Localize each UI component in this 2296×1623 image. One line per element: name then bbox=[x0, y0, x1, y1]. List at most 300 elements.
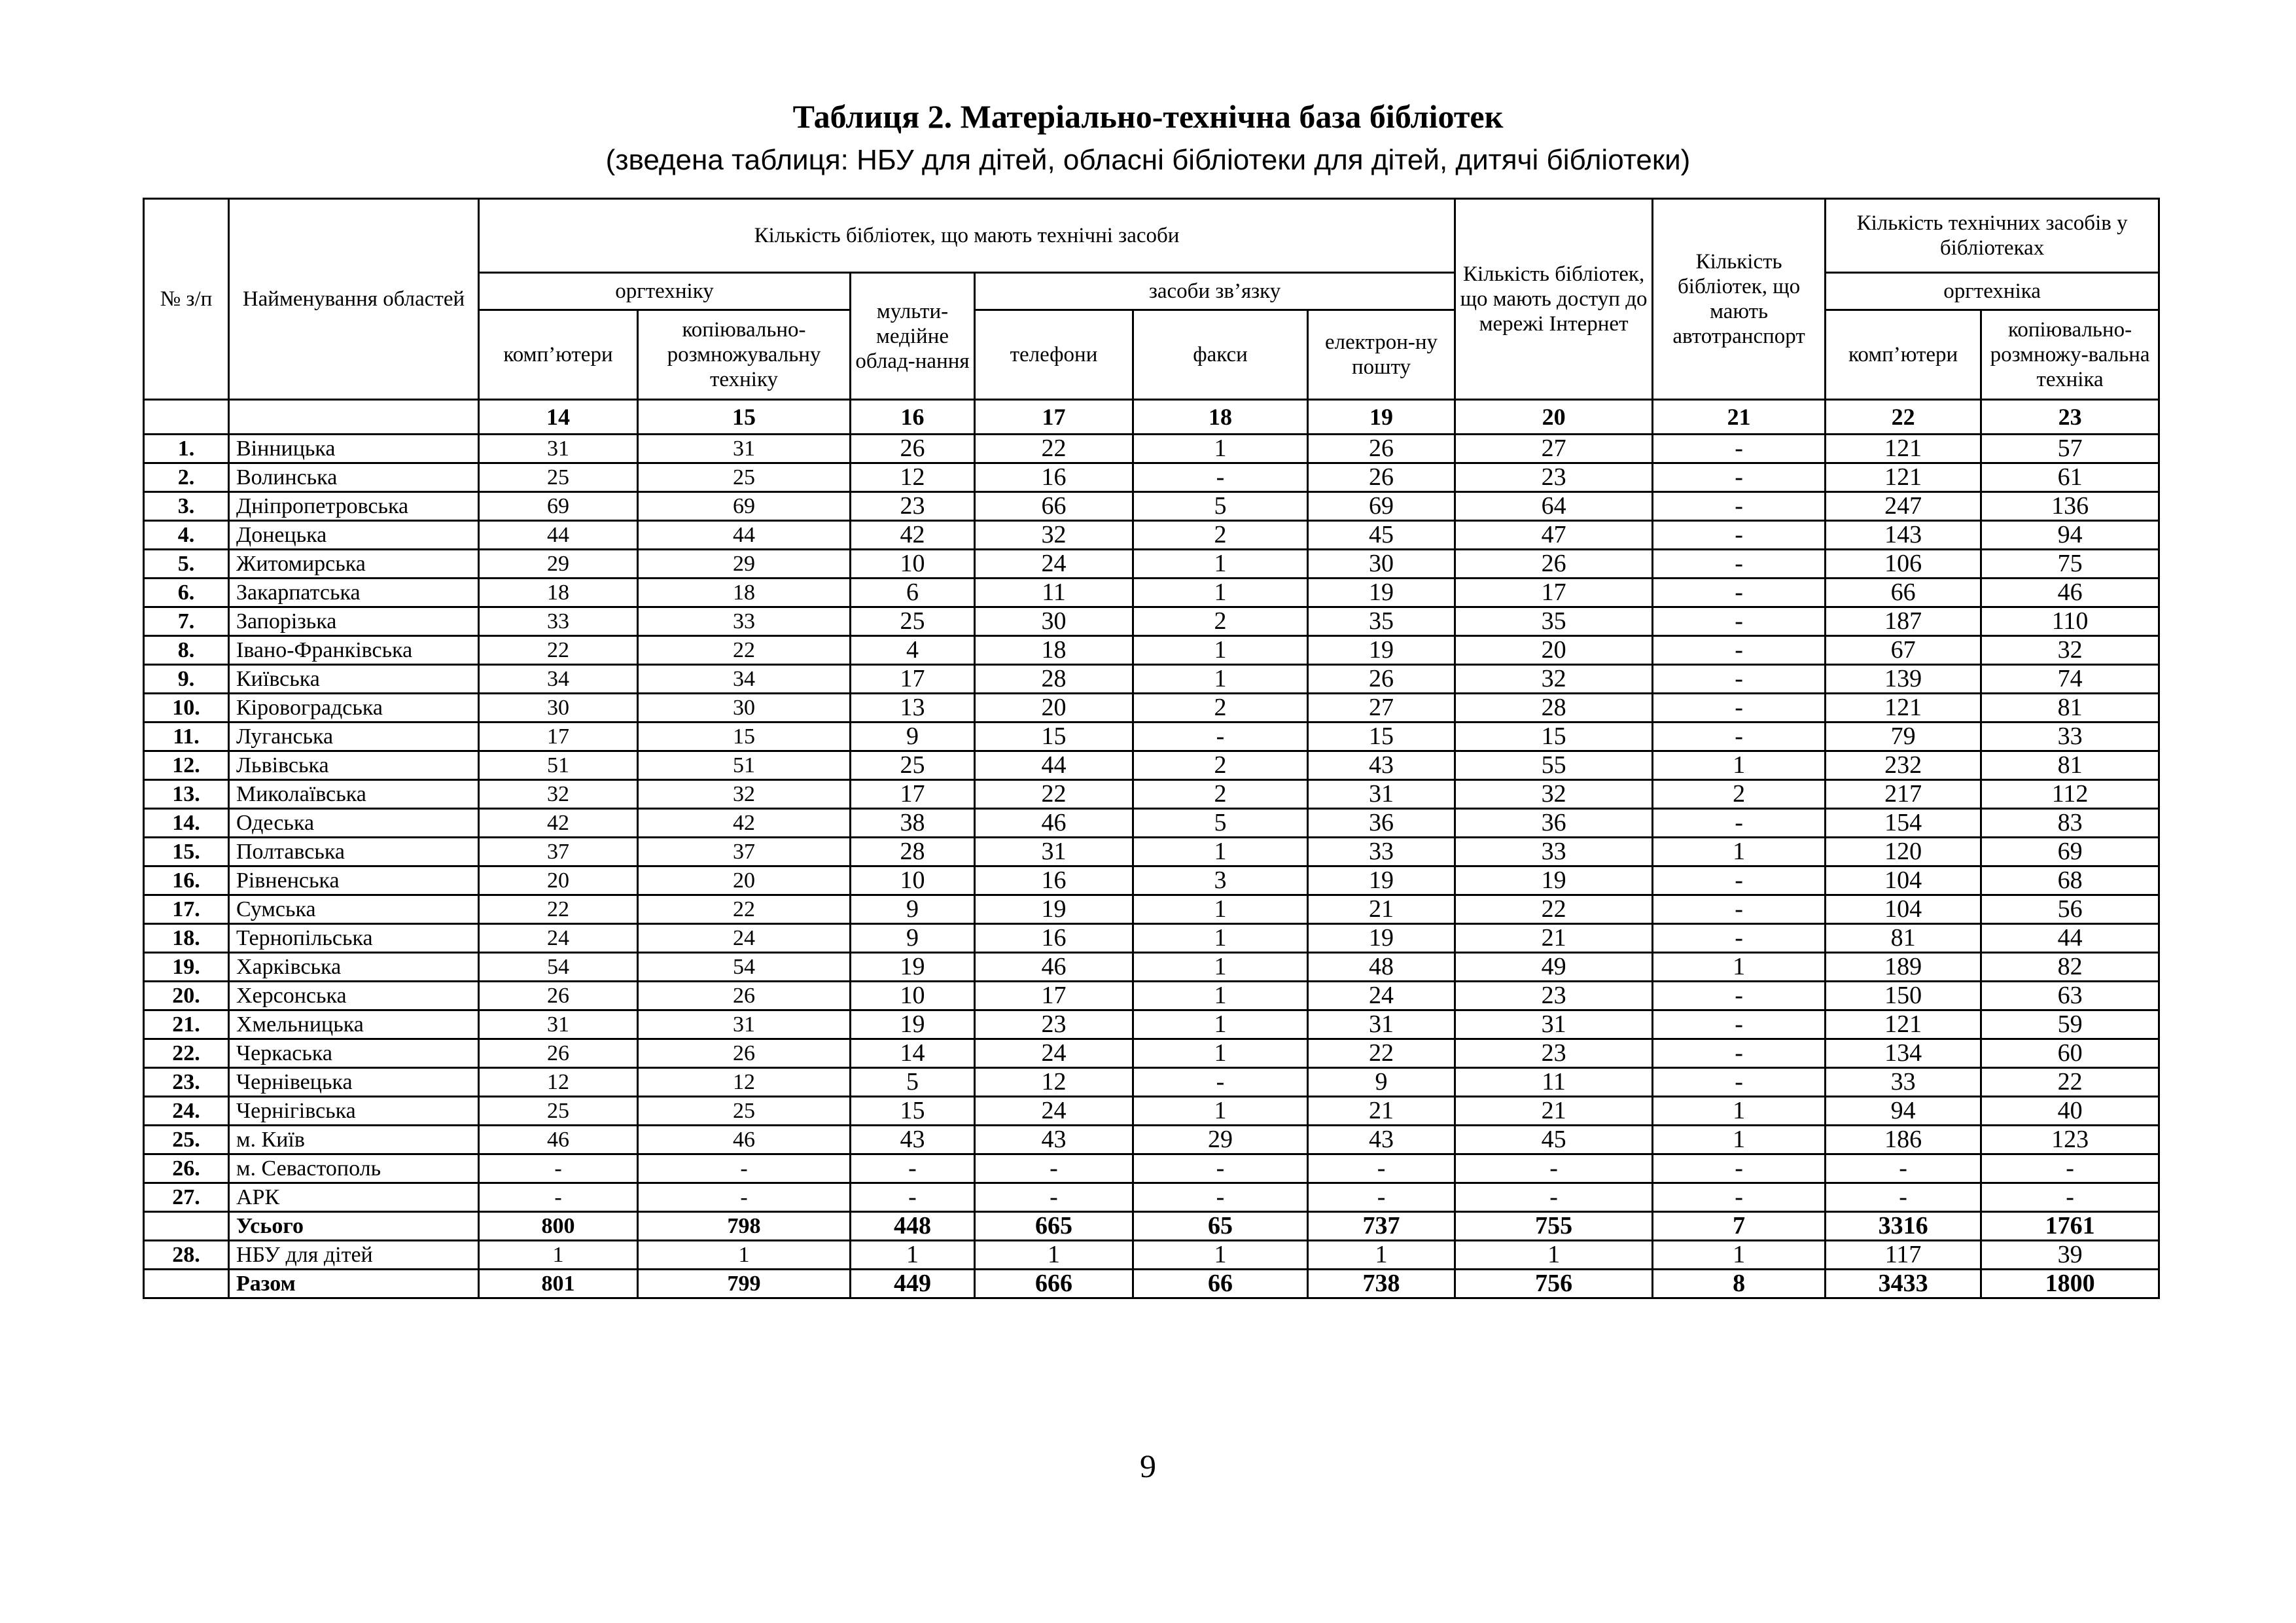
table-cell: 801 bbox=[479, 1270, 638, 1298]
table-cell: 247 bbox=[1826, 492, 1981, 521]
table-cell: 22 bbox=[479, 636, 638, 665]
table-cell: - bbox=[1653, 550, 1826, 579]
table-cell: 2 bbox=[1133, 521, 1308, 550]
region-name: Житомирська bbox=[229, 550, 479, 579]
table-cell: 32 bbox=[1981, 636, 2159, 665]
table-cell: 217 bbox=[1826, 780, 1981, 809]
header-num: № з/п bbox=[144, 199, 229, 400]
table-cell: - bbox=[638, 1154, 851, 1183]
row-number: 23. bbox=[144, 1068, 229, 1097]
table-cell: 24 bbox=[479, 924, 638, 953]
table-cell: 19 bbox=[851, 1010, 975, 1039]
table-cell: - bbox=[1133, 1154, 1308, 1183]
table-cell: - bbox=[1653, 665, 1826, 694]
table-cell: 6 bbox=[851, 579, 975, 607]
table-cell: 15 bbox=[975, 722, 1133, 751]
table-cell: 22 bbox=[975, 780, 1133, 809]
table-cell: 36 bbox=[1308, 809, 1455, 838]
row-number: 9. bbox=[144, 665, 229, 694]
table-cell: 48 bbox=[1308, 953, 1455, 982]
col-number: 17 bbox=[975, 400, 1133, 435]
table-cell: 28 bbox=[1455, 694, 1653, 722]
table-row bbox=[144, 1154, 2159, 1183]
table-cell: 120 bbox=[1826, 838, 1981, 866]
region-name: Запорізька bbox=[229, 607, 479, 636]
table-row bbox=[144, 895, 2159, 924]
row-number bbox=[144, 1212, 229, 1241]
table-row bbox=[144, 1010, 2159, 1039]
table-cell: 1 bbox=[1133, 550, 1308, 579]
region-name: Сумська bbox=[229, 895, 479, 924]
region-name: м. Київ bbox=[229, 1126, 479, 1154]
table-cell: - bbox=[1653, 1010, 1826, 1039]
table-cell: 21 bbox=[1455, 924, 1653, 953]
table-cell: 17 bbox=[479, 722, 638, 751]
table-cell: 49 bbox=[1455, 953, 1653, 982]
col-number: 16 bbox=[851, 400, 975, 435]
table-cell: 67 bbox=[1826, 636, 1981, 665]
table-cell: 12 bbox=[638, 1068, 851, 1097]
table-cell: 26 bbox=[638, 982, 851, 1010]
table-cell: - bbox=[1653, 607, 1826, 636]
table-cell: 121 bbox=[1826, 435, 1981, 463]
table-cell: 8 bbox=[1653, 1270, 1826, 1298]
table-cell: 37 bbox=[638, 838, 851, 866]
table-cell: 74 bbox=[1981, 665, 2159, 694]
header-name-blank bbox=[229, 400, 479, 435]
row-number: 4. bbox=[144, 521, 229, 550]
table-cell: 2 bbox=[1653, 780, 1826, 809]
table-row bbox=[144, 521, 2159, 550]
table-cell: 23 bbox=[851, 492, 975, 521]
table-cell: 1 bbox=[1653, 953, 1826, 982]
table-cell: - bbox=[1653, 982, 1826, 1010]
table-cell: 23 bbox=[1455, 1039, 1653, 1068]
region-name: м. Севастополь bbox=[229, 1154, 479, 1183]
region-name: Хмельницька bbox=[229, 1010, 479, 1039]
header-computers: комп’ютери bbox=[479, 310, 638, 400]
region-name: Луганська bbox=[229, 722, 479, 751]
table-cell: 42 bbox=[479, 809, 638, 838]
region-name: Рівненська bbox=[229, 866, 479, 895]
table-cell: 29 bbox=[479, 550, 638, 579]
region-name: Разом bbox=[229, 1270, 479, 1298]
table-cell: 46 bbox=[975, 809, 1133, 838]
table-title: Таблиця 2. Матеріально-технічна база бібліотек bbox=[792, 98, 1504, 135]
header-orgtech2: оргтехніка bbox=[1826, 273, 2159, 310]
table-cell: 26 bbox=[1308, 435, 1455, 463]
table-row bbox=[144, 492, 2159, 521]
region-name: Харківська bbox=[229, 953, 479, 982]
table-cell: 25 bbox=[638, 463, 851, 492]
table-cell: 24 bbox=[1308, 982, 1455, 1010]
table-cell: - bbox=[1653, 866, 1826, 895]
table-cell: 28 bbox=[851, 838, 975, 866]
table-cell: - bbox=[1133, 722, 1308, 751]
col-number: 14 bbox=[479, 400, 638, 435]
region-name: Тернопільська bbox=[229, 924, 479, 953]
region-name: Вінницька bbox=[229, 435, 479, 463]
table-row bbox=[144, 809, 2159, 838]
table-cell: 20 bbox=[975, 694, 1133, 722]
table-cell: 28 bbox=[975, 665, 1133, 694]
header-name: Найменування областей bbox=[229, 199, 479, 400]
table-cell: 9 bbox=[851, 895, 975, 924]
table-cell: - bbox=[1653, 463, 1826, 492]
table-cell: 16 bbox=[975, 866, 1133, 895]
table-cell: 30 bbox=[479, 694, 638, 722]
header-internet: Кількість бібліотек, що мають доступ до мережі Інтернет bbox=[1455, 199, 1653, 400]
library-equipment-table bbox=[143, 198, 2160, 1299]
table-cell: 34 bbox=[638, 665, 851, 694]
table-cell: - bbox=[851, 1154, 975, 1183]
table-cell: 2 bbox=[1133, 780, 1308, 809]
table-cell: 121 bbox=[1826, 694, 1981, 722]
row-number: 26. bbox=[144, 1154, 229, 1183]
table-cell: 94 bbox=[1981, 521, 2159, 550]
region-name: Київська bbox=[229, 665, 479, 694]
table-cell: 26 bbox=[638, 1039, 851, 1068]
table-cell: 1 bbox=[1133, 636, 1308, 665]
table-cell: - bbox=[638, 1183, 851, 1212]
table-cell: 12 bbox=[479, 1068, 638, 1097]
region-name: Закарпатська bbox=[229, 579, 479, 607]
table-cell: 31 bbox=[975, 838, 1133, 866]
table-cell: 44 bbox=[638, 521, 851, 550]
table-cell: 69 bbox=[638, 492, 851, 521]
col-number: 23 bbox=[1981, 400, 2159, 435]
table-cell: 20 bbox=[638, 866, 851, 895]
table-cell: 65 bbox=[1133, 1212, 1308, 1241]
table-row bbox=[144, 579, 2159, 607]
table-cell: 1 bbox=[1653, 1097, 1826, 1126]
col-number: 18 bbox=[1133, 400, 1308, 435]
region-name: Кіровоградська bbox=[229, 694, 479, 722]
table-cell: 46 bbox=[479, 1126, 638, 1154]
table-cell: 17 bbox=[1455, 579, 1653, 607]
table-cell: 34 bbox=[479, 665, 638, 694]
table-row bbox=[144, 665, 2159, 694]
row-number: 24. bbox=[144, 1097, 229, 1126]
table-cell: 448 bbox=[851, 1212, 975, 1241]
table-cell: 18 bbox=[638, 579, 851, 607]
table-cell: 22 bbox=[638, 636, 851, 665]
table-cell: 32 bbox=[1455, 665, 1653, 694]
table-cell: 3433 bbox=[1826, 1270, 1981, 1298]
table-cell: 15 bbox=[1308, 722, 1455, 751]
table-cell: 10 bbox=[851, 550, 975, 579]
header-multimedia: мульти-медійне облад-нання bbox=[851, 273, 975, 400]
row-number: 6. bbox=[144, 579, 229, 607]
row-number: 17. bbox=[144, 895, 229, 924]
table-cell: 27 bbox=[1308, 694, 1455, 722]
table-cell: 17 bbox=[851, 665, 975, 694]
table-cell: 14 bbox=[851, 1039, 975, 1068]
row-number: 3. bbox=[144, 492, 229, 521]
table-cell: 11 bbox=[1455, 1068, 1653, 1097]
table-cell: 31 bbox=[1308, 780, 1455, 809]
table-cell: 43 bbox=[1308, 1126, 1455, 1154]
table-cell: 9 bbox=[1308, 1068, 1455, 1097]
col-number: 19 bbox=[1308, 400, 1455, 435]
table-cell: 31 bbox=[479, 435, 638, 463]
table-cell: 33 bbox=[1455, 838, 1653, 866]
table-cell: 66 bbox=[1826, 579, 1981, 607]
table-cell: 143 bbox=[1826, 521, 1981, 550]
table-cell: 150 bbox=[1826, 982, 1981, 1010]
table-cell: 22 bbox=[975, 435, 1133, 463]
table-cell: - bbox=[1133, 463, 1308, 492]
table-cell: 75 bbox=[1981, 550, 2159, 579]
table-cell: 43 bbox=[851, 1126, 975, 1154]
table-cell: 63 bbox=[1981, 982, 2159, 1010]
table-cell: 19 bbox=[1308, 579, 1455, 607]
table-cell: 31 bbox=[1308, 1010, 1455, 1039]
table-cell: 66 bbox=[975, 492, 1133, 521]
table-cell: 10 bbox=[851, 982, 975, 1010]
table-cell: 66 bbox=[1133, 1270, 1308, 1298]
table-cell: 21 bbox=[1308, 895, 1455, 924]
table-cell: 26 bbox=[1308, 463, 1455, 492]
table-cell: - bbox=[1653, 809, 1826, 838]
table-cell: 13 bbox=[851, 694, 975, 722]
table-row bbox=[144, 924, 2159, 953]
col-number: 20 bbox=[1455, 400, 1653, 435]
table-cell: - bbox=[1308, 1154, 1455, 1183]
table-cell: 134 bbox=[1826, 1039, 1981, 1068]
table-cell: 1 bbox=[1653, 1241, 1826, 1270]
table-cell: 1 bbox=[1653, 838, 1826, 866]
table-cell: - bbox=[479, 1183, 638, 1212]
header-orgtech: оргтехніку bbox=[479, 273, 851, 310]
table-cell: 81 bbox=[1826, 924, 1981, 953]
table-cell: 756 bbox=[1455, 1270, 1653, 1298]
table-cell: 19 bbox=[975, 895, 1133, 924]
table-cell: - bbox=[1653, 435, 1826, 463]
table-cell: - bbox=[1653, 1039, 1826, 1068]
table-cell: 82 bbox=[1981, 953, 2159, 982]
table-cell: 81 bbox=[1981, 751, 2159, 780]
table-cell: 11 bbox=[975, 579, 1133, 607]
table-cell: 5 bbox=[1133, 492, 1308, 521]
table-row bbox=[144, 1270, 2159, 1298]
row-number: 12. bbox=[144, 751, 229, 780]
row-number: 2. bbox=[144, 463, 229, 492]
table-cell: 1 bbox=[1133, 1039, 1308, 1068]
table-cell: 798 bbox=[638, 1212, 851, 1241]
table-cell: 25 bbox=[479, 463, 638, 492]
region-name: Херсонська bbox=[229, 982, 479, 1010]
header-transport: Кількість бібліотек, що мають автотранспорт bbox=[1653, 199, 1826, 400]
table-row bbox=[144, 982, 2159, 1010]
region-name: Донецька bbox=[229, 521, 479, 550]
table-row bbox=[144, 1212, 2159, 1241]
table-cell: 2 bbox=[1133, 607, 1308, 636]
table-cell: 24 bbox=[975, 1039, 1133, 1068]
table-cell: 61 bbox=[1981, 463, 2159, 492]
table-cell: 31 bbox=[1455, 1010, 1653, 1039]
table-cell: 117 bbox=[1826, 1241, 1981, 1270]
table-cell: - bbox=[1133, 1068, 1308, 1097]
table-cell: 32 bbox=[479, 780, 638, 809]
table-cell: - bbox=[479, 1154, 638, 1183]
table-cell: 25 bbox=[851, 607, 975, 636]
table-cell: 15 bbox=[638, 722, 851, 751]
table-cell: - bbox=[1653, 521, 1826, 550]
table-row bbox=[144, 1097, 2159, 1126]
table-cell: 32 bbox=[975, 521, 1133, 550]
table-cell: 33 bbox=[638, 607, 851, 636]
table-cell: 46 bbox=[975, 953, 1133, 982]
table-cell: 44 bbox=[1981, 924, 2159, 953]
table-cell: 30 bbox=[638, 694, 851, 722]
table-row bbox=[144, 550, 2159, 579]
table-cell: 737 bbox=[1308, 1212, 1455, 1241]
table-cell: 26 bbox=[851, 435, 975, 463]
table-cell: 22 bbox=[1981, 1068, 2159, 1097]
table-cell: - bbox=[1653, 895, 1826, 924]
col-number: 22 bbox=[1826, 400, 1981, 435]
table-row bbox=[144, 838, 2159, 866]
table-cell: 29 bbox=[1133, 1126, 1308, 1154]
table-cell: 59 bbox=[1981, 1010, 2159, 1039]
table-row bbox=[144, 463, 2159, 492]
table-row bbox=[144, 1183, 2159, 1212]
table-cell: 69 bbox=[1308, 492, 1455, 521]
row-number: 13. bbox=[144, 780, 229, 809]
table-cell: - bbox=[1653, 924, 1826, 953]
table-cell: - bbox=[975, 1183, 1133, 1212]
region-name: Одеська bbox=[229, 809, 479, 838]
table-cell: 9 bbox=[851, 924, 975, 953]
table-cell: 51 bbox=[638, 751, 851, 780]
table-cell: 43 bbox=[975, 1126, 1133, 1154]
table-cell: 60 bbox=[1981, 1039, 2159, 1068]
table-cell: 121 bbox=[1826, 463, 1981, 492]
table-cell: 25 bbox=[638, 1097, 851, 1126]
table-cell: 42 bbox=[638, 809, 851, 838]
table-cell: 121 bbox=[1826, 1010, 1981, 1039]
table-cell: 12 bbox=[851, 463, 975, 492]
table-row bbox=[144, 607, 2159, 636]
table-cell: 54 bbox=[479, 953, 638, 982]
table-cell: 35 bbox=[1308, 607, 1455, 636]
table-cell: 22 bbox=[1455, 895, 1653, 924]
row-number bbox=[144, 1270, 229, 1298]
table-cell: 112 bbox=[1981, 780, 2159, 809]
table-cell: 51 bbox=[479, 751, 638, 780]
table-cell: 35 bbox=[1455, 607, 1653, 636]
table-cell: 46 bbox=[1981, 579, 2159, 607]
table-cell: 21 bbox=[1455, 1097, 1653, 1126]
table-cell: 1 bbox=[1133, 1097, 1308, 1126]
table-row bbox=[144, 435, 2159, 463]
table-cell: 22 bbox=[479, 895, 638, 924]
table-cell: 30 bbox=[1308, 550, 1455, 579]
row-number: 27. bbox=[144, 1183, 229, 1212]
table-subtitle: (зведена таблиця: НБУ для дітей, обласні бібліотеки для дітей, дитячі бібліотеки) bbox=[605, 144, 1691, 176]
table-cell: 38 bbox=[851, 809, 975, 838]
table-cell: 232 bbox=[1826, 751, 1981, 780]
table-cell: 39 bbox=[1981, 1241, 2159, 1270]
region-name: НБУ для дітей bbox=[229, 1241, 479, 1270]
table-row bbox=[144, 1241, 2159, 1270]
table-cell: 800 bbox=[479, 1212, 638, 1241]
table-cell: 1 bbox=[1133, 435, 1308, 463]
table-row bbox=[144, 751, 2159, 780]
table-cell: 1 bbox=[1133, 953, 1308, 982]
table-cell: 738 bbox=[1308, 1270, 1455, 1298]
table-cell: 154 bbox=[1826, 809, 1981, 838]
table-cell: 26 bbox=[479, 982, 638, 1010]
header-phones: телефони bbox=[975, 310, 1133, 400]
table-cell: 136 bbox=[1981, 492, 2159, 521]
table-cell: 94 bbox=[1826, 1097, 1981, 1126]
table-body bbox=[144, 435, 2159, 1298]
row-number: 19. bbox=[144, 953, 229, 982]
table-cell: 189 bbox=[1826, 953, 1981, 982]
table-cell: 19 bbox=[1455, 866, 1653, 895]
table-row bbox=[144, 1126, 2159, 1154]
table-cell: 17 bbox=[851, 780, 975, 809]
table-cell: - bbox=[1455, 1154, 1653, 1183]
table-cell: 755 bbox=[1455, 1212, 1653, 1241]
region-name: Полтавська bbox=[229, 838, 479, 866]
table-cell: 68 bbox=[1981, 866, 2159, 895]
table-cell: - bbox=[1981, 1183, 2159, 1212]
table-cell: 31 bbox=[638, 435, 851, 463]
table-cell: - bbox=[1308, 1183, 1455, 1212]
header-email: електрон-ну пошту bbox=[1308, 310, 1455, 400]
region-name: Усього bbox=[229, 1212, 479, 1241]
row-number: 28. bbox=[144, 1241, 229, 1270]
table-row bbox=[144, 780, 2159, 809]
table-cell: 139 bbox=[1826, 665, 1981, 694]
table-cell: - bbox=[1981, 1154, 2159, 1183]
region-name: Миколаївська bbox=[229, 780, 479, 809]
table-cell: 104 bbox=[1826, 895, 1981, 924]
table-cell: 22 bbox=[1308, 1039, 1455, 1068]
table-cell: 1 bbox=[851, 1241, 975, 1270]
table-cell: 1 bbox=[638, 1241, 851, 1270]
table-cell: 449 bbox=[851, 1270, 975, 1298]
table-cell: - bbox=[1455, 1183, 1653, 1212]
table-cell: 24 bbox=[975, 550, 1133, 579]
table-cell: 15 bbox=[1455, 722, 1653, 751]
row-number: 18. bbox=[144, 924, 229, 953]
table-cell: 55 bbox=[1455, 751, 1653, 780]
table-cell: 1761 bbox=[1981, 1212, 2159, 1241]
table-row bbox=[144, 636, 2159, 665]
table-cell: 32 bbox=[638, 780, 851, 809]
table-cell: - bbox=[1653, 579, 1826, 607]
table-row bbox=[144, 1068, 2159, 1097]
table-cell: - bbox=[1653, 636, 1826, 665]
table-cell: 104 bbox=[1826, 866, 1981, 895]
table-cell: 5 bbox=[851, 1068, 975, 1097]
table-cell: 43 bbox=[1308, 751, 1455, 780]
table-cell: 2 bbox=[1133, 751, 1308, 780]
table-cell: - bbox=[1826, 1183, 1981, 1212]
table-cell: 20 bbox=[1455, 636, 1653, 665]
table-row bbox=[144, 1039, 2159, 1068]
table-cell: 24 bbox=[638, 924, 851, 953]
table-row bbox=[144, 694, 2159, 722]
table-cell: 1 bbox=[1653, 751, 1826, 780]
table-cell: 799 bbox=[638, 1270, 851, 1298]
region-name: Львівська bbox=[229, 751, 479, 780]
region-name: АРК bbox=[229, 1183, 479, 1212]
